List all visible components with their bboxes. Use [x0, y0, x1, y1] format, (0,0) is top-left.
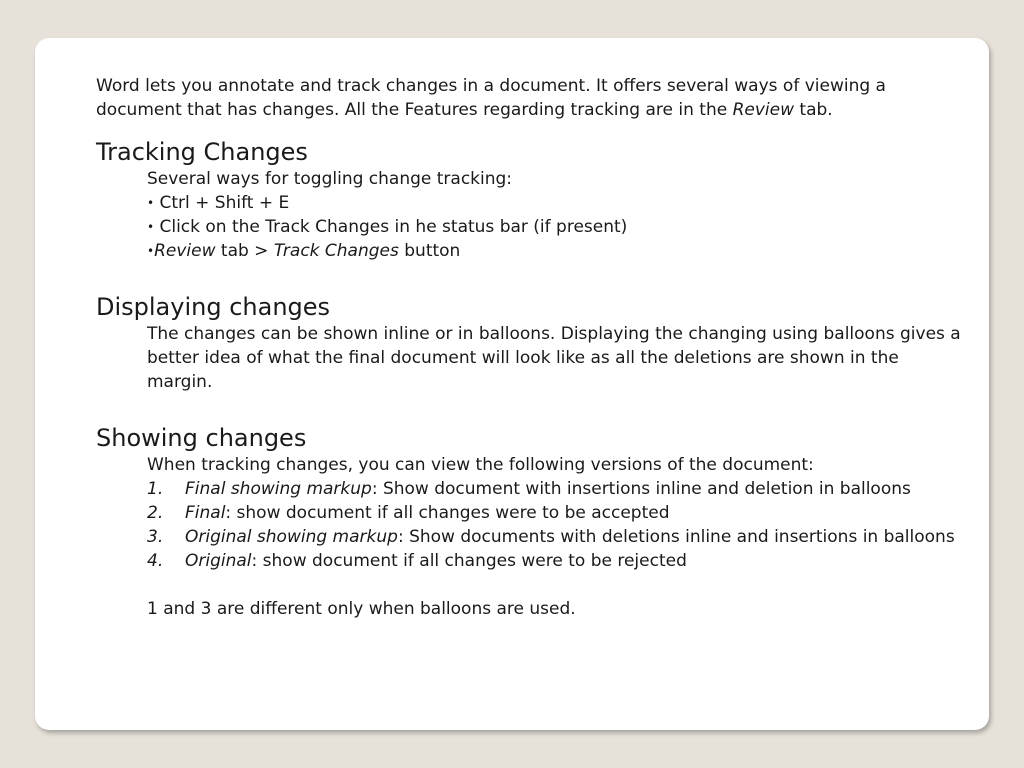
displaying-body: The changes can be shown inline or in balloons. Displaying the changing using balloons gives a better idea of what the final document will look like as all the deletions are shown in the margin.	[147, 324, 961, 392]
list-item-term: Original showing markup	[185, 527, 398, 547]
list-item-desc: : Show documents with deletions inline and insertions in balloons	[397, 527, 955, 547]
intro-text-1: Word lets you annotate and track changes in a document. It offers several ways of viewing a document that has changes. All the Features regarding tracking are in the	[96, 76, 886, 120]
tracking-bullet-2-text: Click on the Track Changes in he status bar (if present)	[159, 217, 628, 237]
slide-card	[35, 38, 989, 730]
tracking-bullet-3-mid: tab >	[215, 241, 274, 261]
list-item-number: 1.	[147, 479, 164, 499]
list-item-term: Final showing markup	[185, 479, 372, 499]
tracking-bullet-3-track: Track Changes	[273, 241, 399, 261]
tracking-lead: Several ways for toggling change tracking:	[147, 169, 513, 189]
bullet-icon: •	[147, 220, 155, 234]
intro-review-term: Review	[732, 100, 795, 120]
list-item-desc: : show document if all changes were to be accepted	[225, 503, 670, 523]
list-item	[147, 525, 966, 549]
list-item-number: 3.	[147, 527, 164, 547]
list-item	[147, 549, 966, 573]
heading-tracking-changes: Tracking Changes	[96, 138, 308, 166]
intro-paragraph	[96, 74, 956, 122]
list-item	[147, 501, 966, 525]
bullet-icon: •	[147, 196, 155, 210]
balloons-note: 1 and 3 are different only when balloons are used.	[147, 599, 576, 619]
list-item	[147, 477, 966, 501]
tracking-bullet-3	[147, 239, 966, 263]
tracking-bullet-3-review: Review	[154, 241, 216, 261]
bullet-icon: •	[147, 244, 155, 258]
list-item-number: 2.	[147, 503, 164, 523]
showing-lead: When tracking changes, you can view the following versions of the document:	[147, 455, 814, 475]
intro-text-2: tab.	[794, 100, 833, 120]
list-item-desc: : Show document with insertions inline and deletion in balloons	[371, 479, 911, 499]
tracking-bullet-3-end: button	[398, 241, 461, 261]
section-tracking-changes	[96, 137, 966, 263]
list-item-number: 4.	[147, 551, 164, 571]
tracking-bullet-1	[147, 191, 966, 215]
versions-list	[147, 477, 966, 573]
heading-showing-changes: Showing changes	[96, 424, 307, 452]
tracking-body	[147, 167, 966, 263]
slide-content	[96, 74, 966, 621]
list-item-desc: : show document if all changes were to be rejected	[251, 551, 687, 571]
section-displaying-changes	[96, 292, 966, 394]
tracking-bullet-2	[147, 215, 966, 239]
heading-displaying-changes: Displaying changes	[96, 293, 331, 321]
list-item-term: Original	[185, 551, 252, 571]
list-item-term: Final	[185, 503, 226, 523]
showing-body	[147, 453, 966, 621]
section-showing-changes	[96, 423, 966, 621]
tracking-bullet-1-text: Ctrl + Shift + E	[159, 193, 290, 213]
